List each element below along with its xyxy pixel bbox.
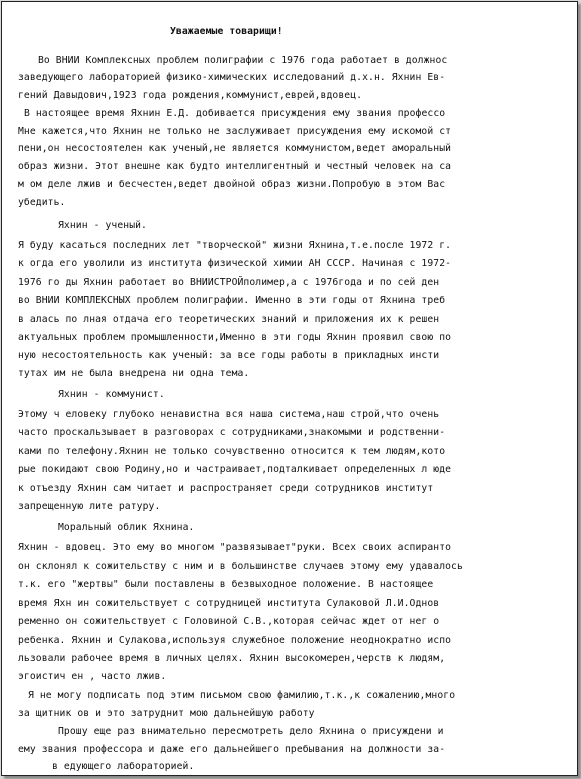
- text-line: Мне кажется,что Яхнин не только не заслуживает присуждения ему искомой ст: [18, 126, 452, 137]
- text-line: т.к. его "жертвы" были поставлены в безвыходное положение. В настоящее: [18, 579, 434, 590]
- text-line: гений Давыдович,1923 года рождения,коммунист,еврей,вдовец.: [18, 90, 363, 101]
- section-heading-moral: Моральный облик Яхнина.: [58, 522, 195, 533]
- text-line: Прошу еще раз внимательно пересмотреть дело Яхнина о присуждени и: [58, 726, 444, 737]
- text-line: ную несостоятельность как ученый: за все годы работы в прикладных инсти: [18, 350, 440, 361]
- text-line: рые покидают свою Родину,но и чаcтраивает,подталкивает определенных л юде: [18, 464, 452, 475]
- section-heading-communist: Яхнин - коммунист.: [58, 389, 165, 400]
- text-line: во ВНИИ КОМПЛЕКСНЫХ проблем полиграфии. Именно в эти годы от Яхнина треб: [18, 295, 446, 306]
- text-line: пени,он несостоятелен как ученый,не является коммунистом,ведет аморальный: [18, 143, 452, 154]
- text-line: м ом деле лжив и бесчестен,ведет двойной образ жизни.Попробую в этом Вас: [18, 179, 446, 190]
- text-line: ребенка. Яхнин и Сулакова,используя служебное положение неоднократно испо: [18, 635, 452, 646]
- text-line: к огда его уволили из института физической химии АН СССР. Начиная с 1972-: [18, 258, 452, 269]
- text-line: эгоистич ен , часто лжив.: [18, 671, 167, 682]
- text-line: Этому ч еловеку глубоко ненавистна вся наша система,наш строй,что очень: [18, 409, 440, 420]
- text-line: в едующего лабораторией.: [52, 761, 195, 772]
- text-line: Яхнин - вдовец. Это ему во многом "развязывает"руки. Всех своих аспиранто: [18, 542, 452, 553]
- text-line: убедить.: [18, 197, 66, 208]
- text-line: льзовали рабочее время в личных целях. Яхнин высокомерен,черств к людям,: [18, 653, 446, 664]
- text-line: часто проскальзывает в разговорах с сотрудниками,знакомыми и родственни-: [18, 427, 446, 438]
- text-line: за щитник ов и это затруднит мою дальнейшую работу: [18, 708, 315, 719]
- text-line: образ жизни. Этот внешне как будто интеллигентный и честный человек на са: [18, 161, 452, 172]
- text-line: запрещенную лите ратуру.: [18, 501, 161, 512]
- letter-page: [1, 1, 578, 776]
- text-line: ременно он сожительствует с Головиной С.В.,которая сейчас ждет от нег о: [18, 616, 440, 627]
- text-line: время Яхн ин сожительствует с сотрудницей института Сулаковой Л.И.Однов: [18, 598, 440, 609]
- section-heading-scientist: Яхнин - ученый.: [58, 220, 147, 231]
- text-line: Я не могу подписать под этим письмом свою фамилию,т.к.,к сожалению,много: [28, 690, 456, 701]
- text-line: к отъезду Яхнин сам читает и распространяет среди сотрудников институт: [18, 483, 434, 494]
- text-line: актуальных проблем промышленности,Именно в эти годы Яхнин проявил свою по: [18, 332, 452, 343]
- text-line: заведующего лабораторией физико-химических исследований д.х.н. Яхнин Ев-: [18, 72, 446, 83]
- text-line: в алась по лная отдача его теоретических знаний и приложения их к решен: [18, 314, 440, 325]
- text-line: тутах им не была внедрена ни одна тема.: [18, 368, 250, 379]
- text-line: Во ВНИИ Комплексных проблем полиграфии с 1976 года работает в должнос: [38, 55, 448, 66]
- text-line: Я буду касаться последних лет "творческой" жизни Яхнина,т.е.после 1972 г.: [18, 240, 452, 251]
- text-line: ками по телефону.Яхнин не только сочувственно относится к тем людям,кото: [18, 446, 446, 457]
- text-line: 1976 го ды Яхнин работает во ВНИИСТРОЙполимер,а с 1976года и по сей ден: [18, 277, 440, 288]
- text-line: он склонял к сожительству с ним и в большинстве случаев этому ему удавалось: [18, 561, 463, 572]
- text-line: В настоящее время Яхнин Е.Д. добивается присуждения ему звания профессо: [24, 108, 446, 119]
- text-line: ему звания профессора и даже его дальнейшего пребывания на должности за-: [18, 744, 446, 755]
- letter-salutation: Уважаемые товарищи!: [170, 26, 283, 37]
